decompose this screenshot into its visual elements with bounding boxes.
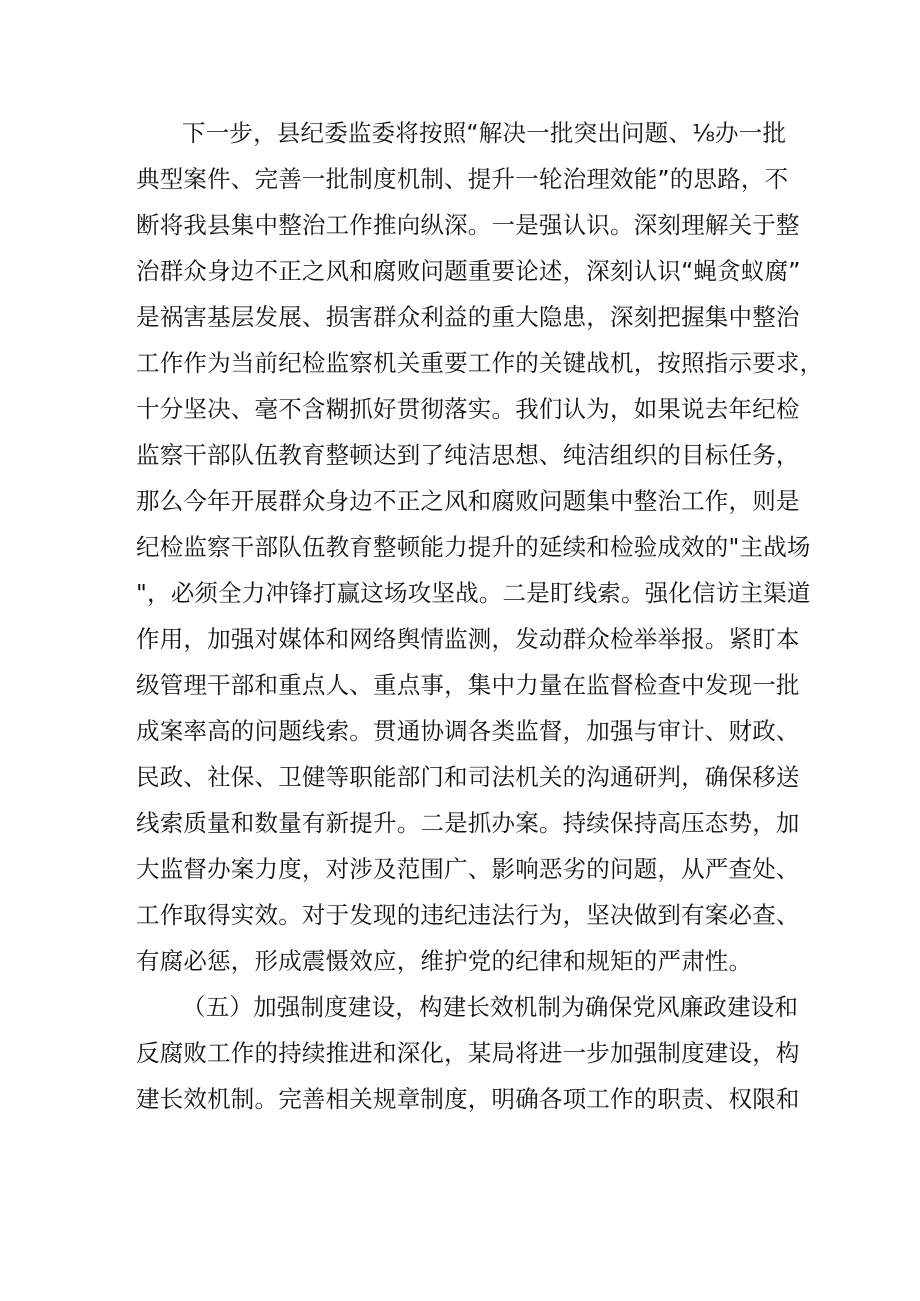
paragraph-1-line-8: 监察干部队伍教育整顿达到了纯洁思想、纯洁组织的目标任务，	[136, 441, 800, 469]
paragraph-1-line-10: 纪检监察干部队伍教育整顿能力提升的延续和检验成效的"主战场	[136, 533, 811, 561]
paragraph-1-line-13: 级管理干部和重点人、重点事，集中力量在监督检查中发现一批	[136, 671, 800, 699]
paragraph-1-line-16: 线索质量和数量有新提升。二是抓办案。持续保持高压态势，加	[136, 809, 800, 837]
paragraph-1-line-7: 十分坚决、毫不含糊抓好贯彻落实。我们认为，如果说去年纪检	[136, 395, 800, 423]
paragraph-1-line-15: 民政、社保、卫健等职能部门和司法机关的沟通研判，确保移送	[136, 763, 800, 791]
paragraph-1-line-9: 那么今年开展群众身边不正之风和腐败问题集中整治工作，则是	[136, 487, 800, 515]
paragraph-1-line-6: 工作作为当前纪检监察机关重要工作的关键战机，按照指示要求，	[136, 349, 824, 377]
paragraph-1-line-1: 下一步，县纪委监委将按照“解决一批突出问题、⅛办一批	[182, 119, 787, 147]
paragraph-1-line-14: 成案率高的问题线索。贯通协调各类监督，加强与审计、财政、	[136, 717, 800, 745]
paragraph-1-line-4: 治群众身边不正之风和腐败问题重要论述，深刻认识“蝇贪蚁腐”	[136, 257, 801, 285]
paragraph-1-line-19: 有腐必惩，形成震慑效应，维护党的纪律和规矩的严肃性。	[136, 947, 753, 975]
paragraph-1-line-11: "，必须全力冲锋打赢这场攻坚战。二是盯线索。强化信访主渠道	[136, 579, 811, 607]
paragraph-1-line-12: 作用，加强对媒体和网络舆情监测，发动群众检举举报。紧盯本	[136, 625, 800, 653]
paragraph-1-line-5: 是祸害基层发展、损害群众利益的重大隐患，深刻把握集中整治	[136, 303, 800, 331]
paragraph-1-line-17: 大监督办案力度，对涉及范围广、影响恶劣的问题，从严查处、	[136, 855, 800, 883]
paragraph-1-line-18: 工作取得实效。对于发现的违纪违法行为，坚决做到有案必查、	[136, 901, 800, 929]
paragraph-2-line-3: 建长效机制。完善相关规章制度，明确各项工作的职责、权限和	[136, 1085, 800, 1113]
paragraph-1-line-3: 断将我县集中整治工作推向纵深。一是强认识。深刻理解关于整	[136, 211, 800, 239]
paragraph-2-line-2: 反腐败工作的持续推进和深化，某局将进一步加强制度建设，构	[136, 1039, 800, 1067]
paragraph-2-line-1: （五）加强制度建设，构建长效机制为确保党风廉政建设和	[182, 993, 799, 1021]
paragraph-1-line-2: 典型案件、完善一批制度机制、提升一轮治理效能”的思路，不	[136, 165, 789, 193]
